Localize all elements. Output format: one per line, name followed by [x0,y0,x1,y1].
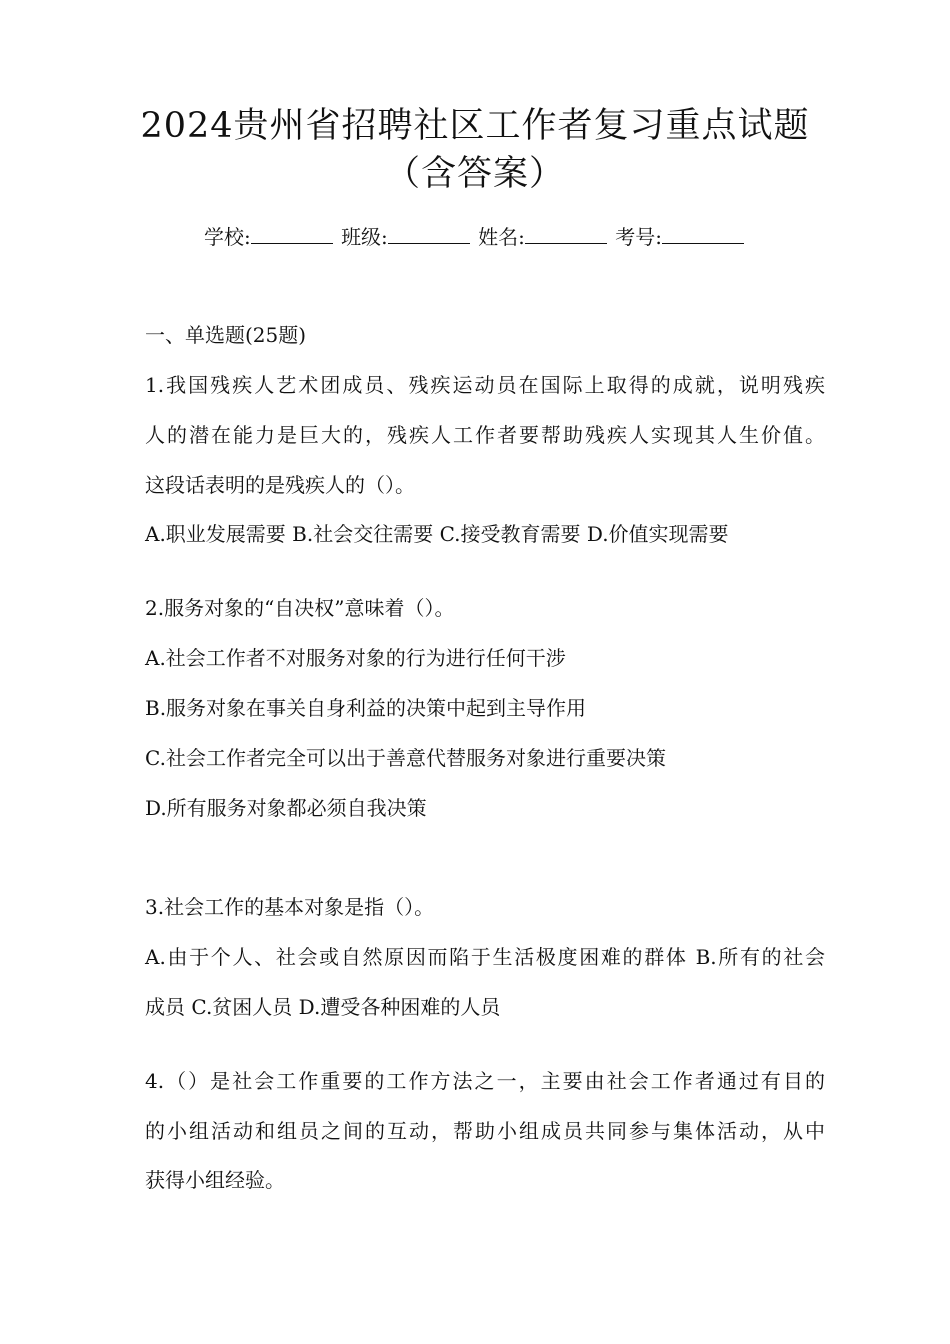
name-label: 姓名: [478,225,525,249]
question-3-stem: 3.社会工作的基本对象是指（）。 [145,895,435,919]
school-blank [251,224,333,244]
question-1-options: A.职业发展需要 B.社会交往需要 C.接受教育需要 D.价值实现需要 [145,522,729,546]
question-4-line-1: 4.（）是社会工作重要的工作方法之一，主要由社会工作者通过有目的 [145,1069,825,1093]
question-2-option-c: C.社会工作者完全可以出于善意代替服务对象进行重要决策 [145,746,666,770]
exam-number-blank [662,224,744,244]
question-1-line-2: 人的潜在能力是巨大的，残疾人工作者要帮助残疾人实现其人生价值。 [145,423,825,447]
class-blank [388,224,470,244]
page-subtitle: （含答案） [384,154,565,194]
question-2-option-b: B.服务对象在事关自身利益的决策中起到主导作用 [145,696,587,720]
question-2-stem: 2.服务对象的“自决权”意味着（）。 [145,596,455,620]
question-4-line-3: 获得小组经验。 [145,1168,285,1192]
student-info-row [0,224,950,249]
class-label: 班级: [341,225,388,249]
question-1-line-1: 1.我国残疾人艺术团成员、残疾运动员在国际上取得的成就，说明残疾 [145,373,825,397]
question-2-option-d: D.所有服务对象都必须自我决策 [145,796,427,820]
section-heading: 一、单选题(25题) [145,323,307,347]
exam-number-label: 考号: [615,225,663,249]
question-1-line-3: 这段话表明的是残疾人的（）。 [145,473,415,497]
school-label: 学校: [203,225,251,249]
question-3-options-line-1: A.由于个人、社会或自然原因而陷于生活极度困难的群体 B.所有的社会 [145,945,825,969]
question-4-line-2: 的小组活动和组员之间的互动，帮助小组成员共同参与集体活动，从中 [145,1119,825,1143]
name-blank [525,224,607,244]
question-3-options-line-2: 成员 C.贫困人员 D.遭受各种困难的人员 [145,995,501,1019]
question-2-option-a: A.社会工作者不对服务对象的行为进行任何干涉 [145,646,566,670]
page-title: 2024贵州省招聘社区工作者复习重点试题 [140,106,810,146]
